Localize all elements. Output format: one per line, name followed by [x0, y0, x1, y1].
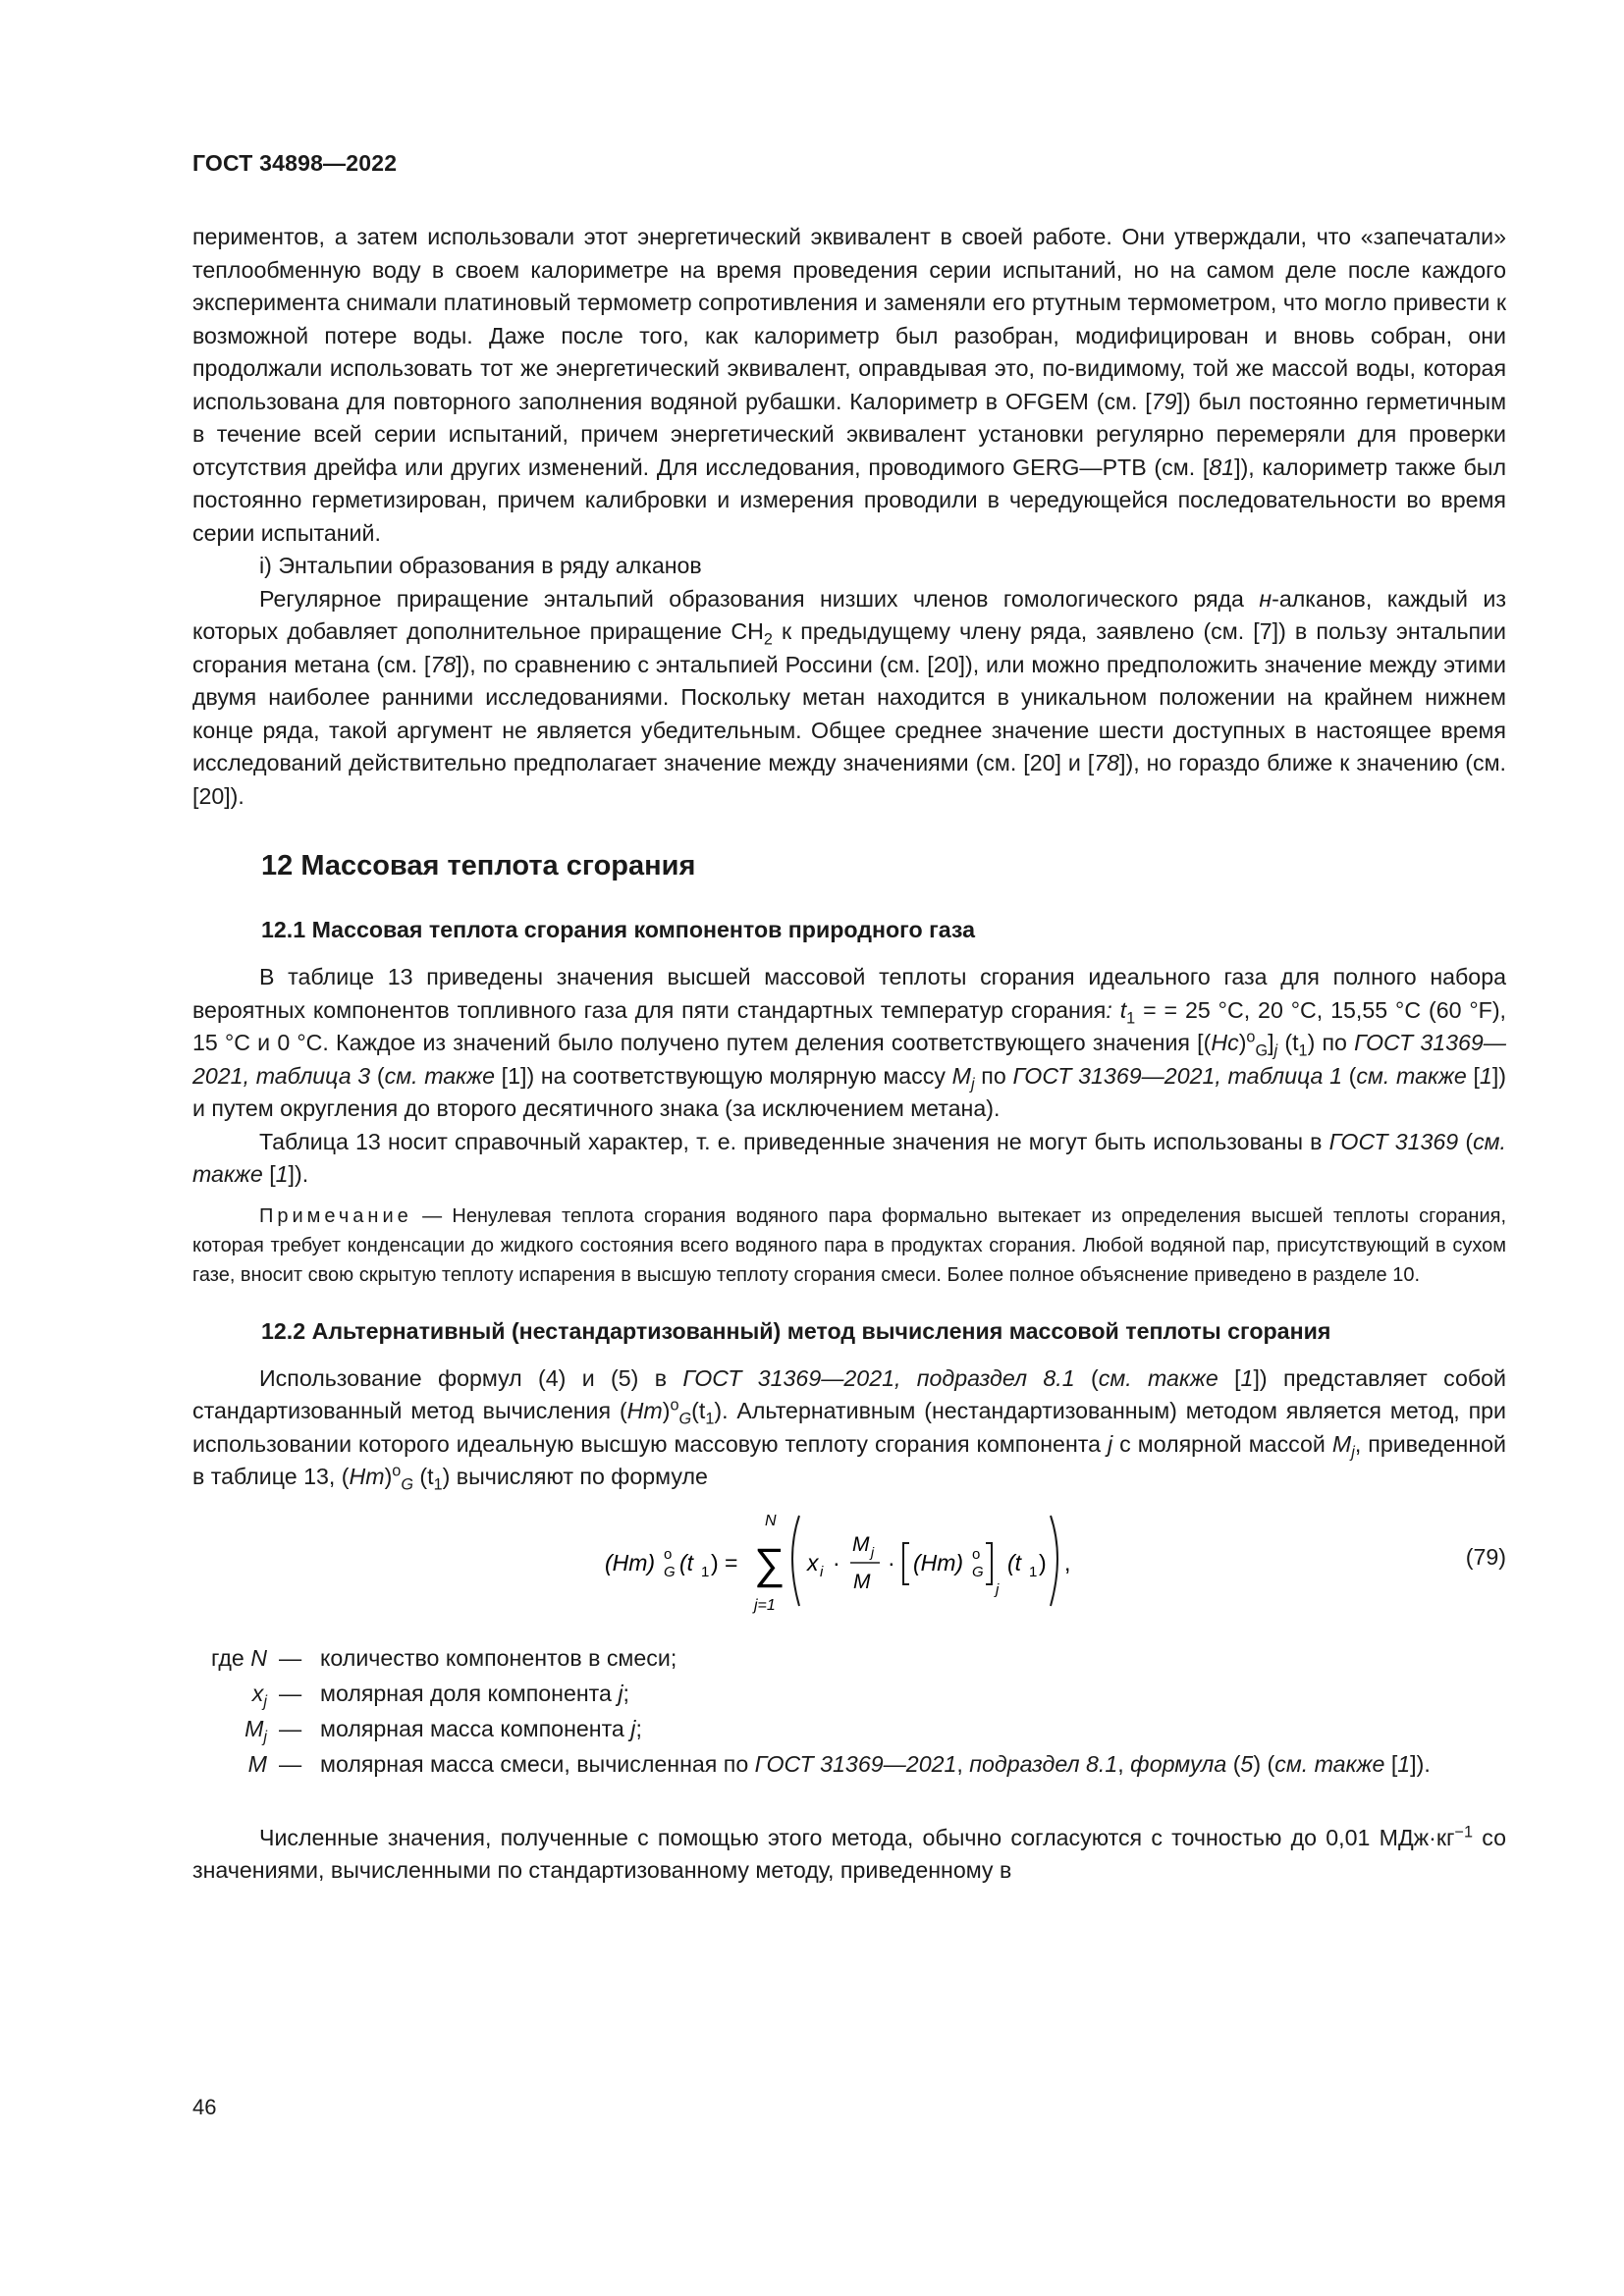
paragraph-12-1-a: В таблице 13 приведены значения высшей массовой теплоты сгорания идеального газа для полного набора вероятных компонентов топливного газа для пяти стандартных температур сгорания: $t_1$ = = 25 °C, 20 °C, 15,55 °C (60 °F), 15 °C и 0 °C. Каждое из значений было получено путем деления соответствующего значения $[(Hc)^o_G]_j$ $(t_1)$ по ГОСТ 31369—2021, таблица 3 (см. также [1]) на соответствующую молярную массу $M_j$ по ГОСТ 31369—2021, таблица 1 (см. также [1]) и путем округления до второго десятичного знака (за исключением метана).: [192, 964, 1506, 1121]
page-number: 46: [192, 2095, 217, 2119]
svg-text:·: ·: [833, 1549, 840, 1575]
svg-text:(t: (t: [679, 1549, 694, 1575]
svg-text:i: i: [820, 1563, 824, 1580]
svg-text:o: o: [972, 1545, 981, 1563]
svg-text:o: o: [664, 1545, 673, 1563]
svg-text:·: ·: [888, 1549, 895, 1575]
formula-number: (79): [1465, 1543, 1506, 1570]
svg-text:(t: (t: [1007, 1549, 1022, 1575]
svg-text:x: x: [807, 1549, 819, 1575]
paragraph-alkanes: Регулярное приращение энтальпий образования низших членов гомологического ряда н-алканов, каждый из которых добавляет дополнительное приращение $CH_2$ к предыдущему члену ряда, заявлено (см. [7]) в пользу энтальпии сгорания метана (см. [78]), по сравнению с энтальпией Россини (см. [20]), или можно предположить значение между этими двумя наиболее ранними исследованиями. Поскольку метан находится в уникальном положении на крайнем нижнем конце ряда, такой аргумент не является убедительным. Общее среднее значение шести доступных в настоящее время исследований действительно предполагает значение между значениями (см. [20] и [78]), но гораздо ближе к значению (см. [20]).: [192, 585, 1506, 809]
paragraph-12-1-b: Таблица 13 носит справочный характер, т. е. приведенные значения не могут быть использованы в ГОСТ 31369 (см. также [1]).: [192, 1128, 1506, 1187]
svg-text:,: ,: [1064, 1549, 1071, 1575]
svg-text:M: M: [853, 1570, 871, 1593]
right-paren: [1051, 1516, 1057, 1606]
svg-text:): ): [1039, 1549, 1047, 1575]
svg-text:G: G: [972, 1563, 984, 1580]
svg-text:j: j: [996, 1580, 1000, 1598]
svg-text:1: 1: [701, 1563, 710, 1580]
paragraph-continuation: периментов, а затем использовали этот энергетический эквивалент в своей работе. Они утверждали, что «запечатали» теплообменную воду в своем калориметре на время проведения серии испытаний, но на самом деле после каждого эксперимента снимали платиновый термометр сопротивления и заменяли его ртутным термометром, что могло привести к возможной потере воды. Даже после того, как калориметр был разобран, модифицирован и вновь собран, они продолжали использовать тот же энергетический эквивалент, оправдывая это, по-видимому, той же массой воды, которая использована для повторного заполнения водяной рубашки. Калориметр в OFGEM (см. [79]) был постоянно герметичным в течение всей серии испытаний, причем энергетический эквивалент установки регулярно перемеряли для проверки отсутствия дрейфа или других изменений. Для исследования, проводимого GERG—PTB (см. [81]), калориметр также был постоянно герметизирован, причем калибровки и измерения проводили в чередующейся последовательности во время серии испытаний.: [192, 224, 1507, 546]
section-12-2-heading: 12.2 Альтернативный (нестандартизованный) метод вычисления массовой теплоты сгорания: [261, 1317, 1331, 1344]
formula-lhs: (Hm): [605, 1549, 656, 1575]
svg-text:M: M: [852, 1532, 870, 1556]
svg-text:1: 1: [1029, 1563, 1038, 1580]
paragraph-closing: Численные значения, полученные с помощью этого метода, обычно согласуются с точностью до 0,01 $МДж\cdot кг^{-1}$ со значениями, вычисленными по стандартизованному методу, приведенному в: [192, 1822, 1506, 1883]
right-bracket: [986, 1543, 992, 1584]
left-bracket: [903, 1543, 909, 1584]
sum-lower-limit: j=1: [754, 1596, 776, 1614]
note-paragraph: Примечание — Ненулевая теплота сгорания водяного пара формально вытекает из определения высшей теплоты сгорания, которая требует конденсации до жидкого состояния всего водяного пара в продуктах сгорания. Любой водяной пар, присутствующий в сухом газе, вносит свою скрытую теплоту испарения в высшую теплоту сгорания смеси. Более полное объяснение приведено в разделе 10.: [192, 1204, 1506, 1286]
paragraph-12-2: Использование формул (4) и (5) в ГОСТ 31369—2021, подраздел 8.1 (см. также [1]) представляет собой стандартизованный метод вычисления $(Hm)^o_G(t_1)$. Альтернативным (нестандартизованным) методом является метод, при использовании которого идеальную высшую массовую теплоту сгорания компонента j с молярной массой $M_j$, приведенной в таблице 13, $(Hm)^o_G$ $(t_1)$ вычисляют по формуле: [192, 1364, 1507, 1494]
svg-text:j: j: [871, 1543, 875, 1560]
svg-text:) =: ) =: [711, 1549, 738, 1575]
document-header: ГОСТ 34898—2022: [192, 150, 398, 176]
note-label: Примечание: [259, 1204, 412, 1227]
sum-upper-limit: N: [765, 1512, 777, 1529]
formula-79: [192, 1508, 1506, 1624]
section-12-1-heading: 12.1 Массовая теплота сгорания компонентов природного газа: [261, 917, 976, 942]
definition-n: где N — количество компонентов в смеси;: [210, 1644, 677, 1671]
section-12-heading: 12 Массовая теплота сгорания: [261, 850, 696, 881]
left-paren: [792, 1516, 799, 1606]
formula-svg: [605, 1508, 1292, 1624]
list-item-i: i) Энтальпии образования в ряду алканов: [259, 553, 702, 578]
definition-m: M — молярная масса смеси, вычисленная по ГОСТ 31369—2021, подраздел 8.1, формула (5) (см. также [1]).: [247, 1750, 1431, 1777]
definition-xj: $x_j$ — молярная доля компонента j;: [251, 1680, 629, 1711]
definition-mj: $M_j$ — молярная масса компонента j;: [244, 1715, 642, 1746]
page-content: [192, 221, 1506, 1888]
sum-sign: ∑: [754, 1539, 785, 1588]
svg-text:(Hm): (Hm): [913, 1549, 964, 1575]
svg-text:G: G: [664, 1563, 676, 1580]
